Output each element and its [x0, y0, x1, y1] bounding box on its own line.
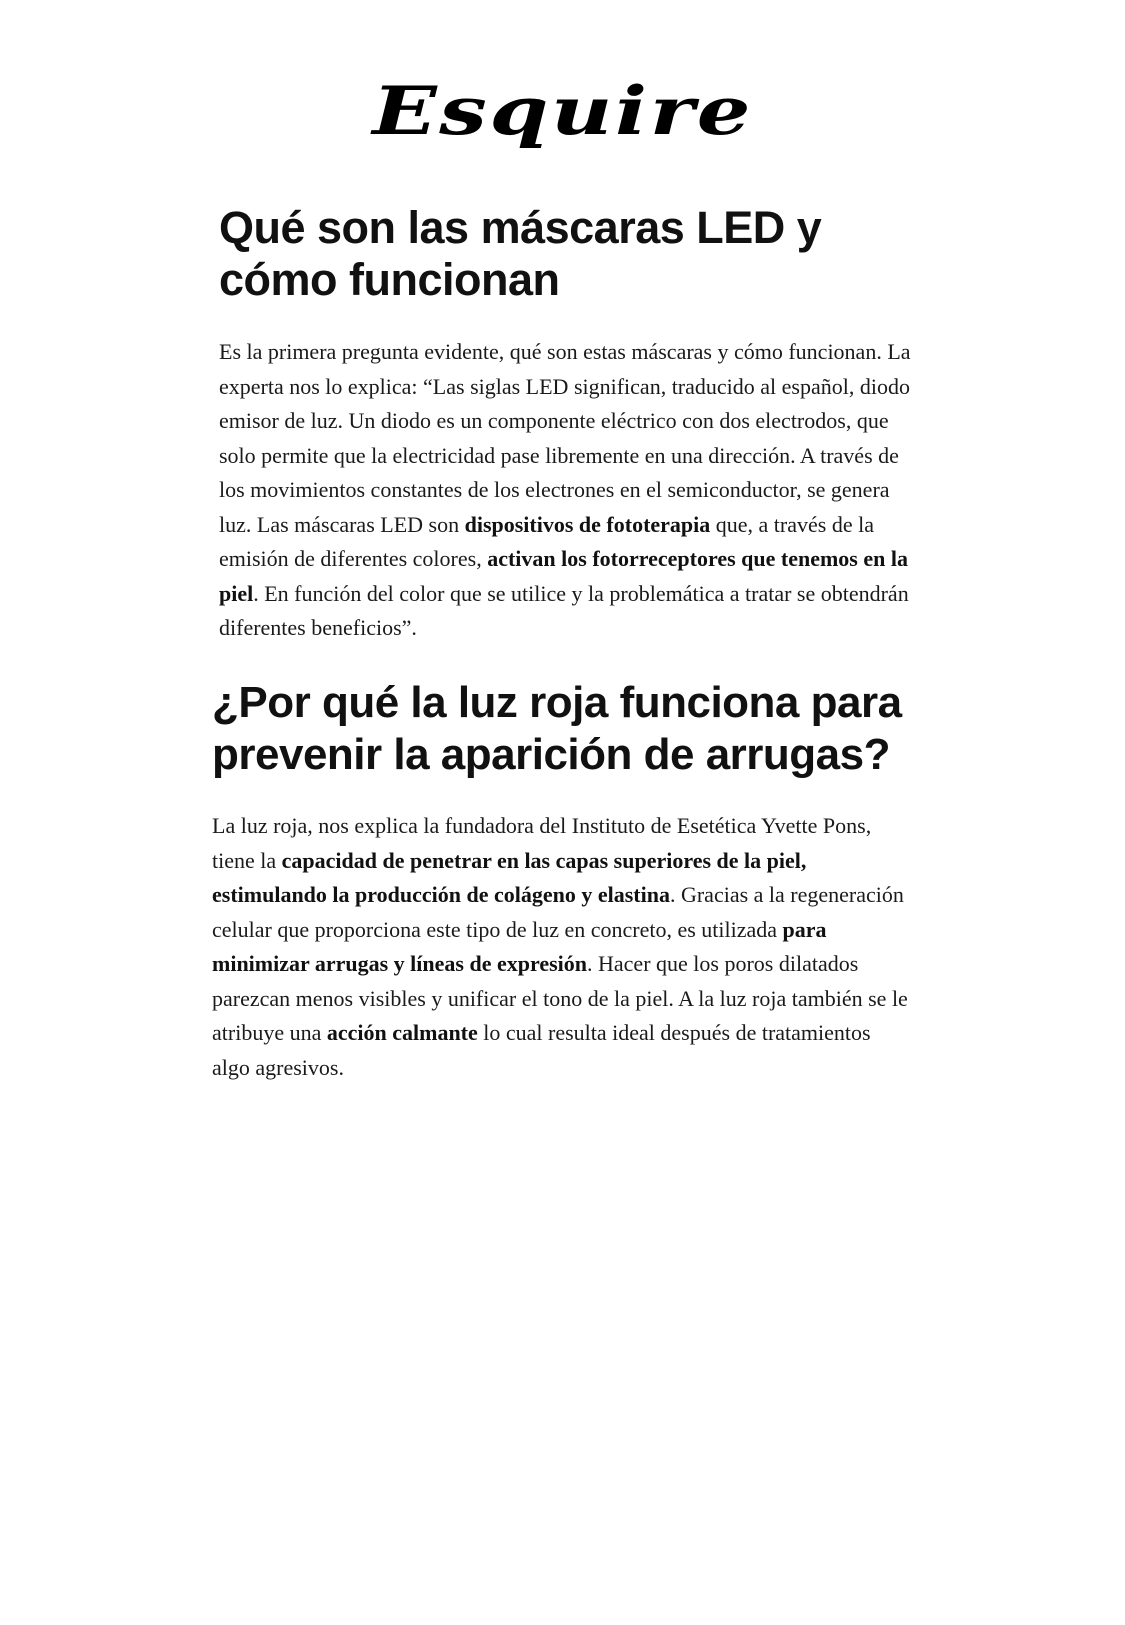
section-led-masks	[219, 202, 919, 646]
paragraph-text: Es la primera pregunta evidente, qué son estas máscaras y cómo funcionan. La experta nos lo explica: “Las siglas LED significan, traducido al español, diodo emisor de luz. Un diodo es un componente eléctrico con dos electrodos, que solo permite que la electricidad pase libremente en una dirección. A través de los movimientos constantes de los electrones en el semiconductor, se genera luz. Las máscaras LED son	[219, 339, 911, 537]
paragraph-bold-text: dispositivos de fototerapia	[464, 511, 711, 537]
paragraph-text: La luz roja, nos explica la fundadora del Instituto de Esetética Yvette Pons, tiene la	[212, 813, 872, 873]
esquire-logo[interactable]: Esquire	[372, 72, 753, 150]
paragraph-bold-text: para minimizar arrugas y líneas de expresión	[212, 916, 827, 976]
masthead	[0, 72, 1125, 150]
paragraph-text: lo cual resulta ideal después de tratamientos algo agresivos.	[212, 1020, 871, 1080]
section-paragraph	[219, 335, 919, 646]
section-heading: ¿Por qué la luz roja funciona para prevenir la aparición de arrugas?	[212, 678, 902, 779]
paragraph-bold-text: capacidad de penetrar en las capas superiores de la piel, estimulando la producción de colágeno y elastina	[212, 847, 807, 907]
section-red-light	[212, 677, 922, 1085]
paragraph-bold-text: activan los fotorreceptores que tenemos en la piel	[219, 546, 908, 606]
section-heading: Qué son las máscaras LED y cómo funcionan	[219, 202, 822, 305]
paragraph-text: . Gracias a la regeneración celular que proporciona este tipo de luz en concreto, es utilizada	[212, 882, 904, 942]
paragraph-bold-text: acción calmante	[326, 1020, 478, 1045]
section-paragraph	[212, 809, 912, 1085]
paragraph-text: que, a través de la emisión de diferentes colores,	[219, 511, 874, 571]
paragraph-text: . En función del color que se utilice y la problemática a tratar se obtendrán diferentes beneficios”.	[219, 580, 909, 640]
paragraph-text: . Hacer que los poros dilatados parezcan menos visibles y unificar el tono de la piel. A la luz roja también se le atribuye una	[212, 951, 908, 1045]
